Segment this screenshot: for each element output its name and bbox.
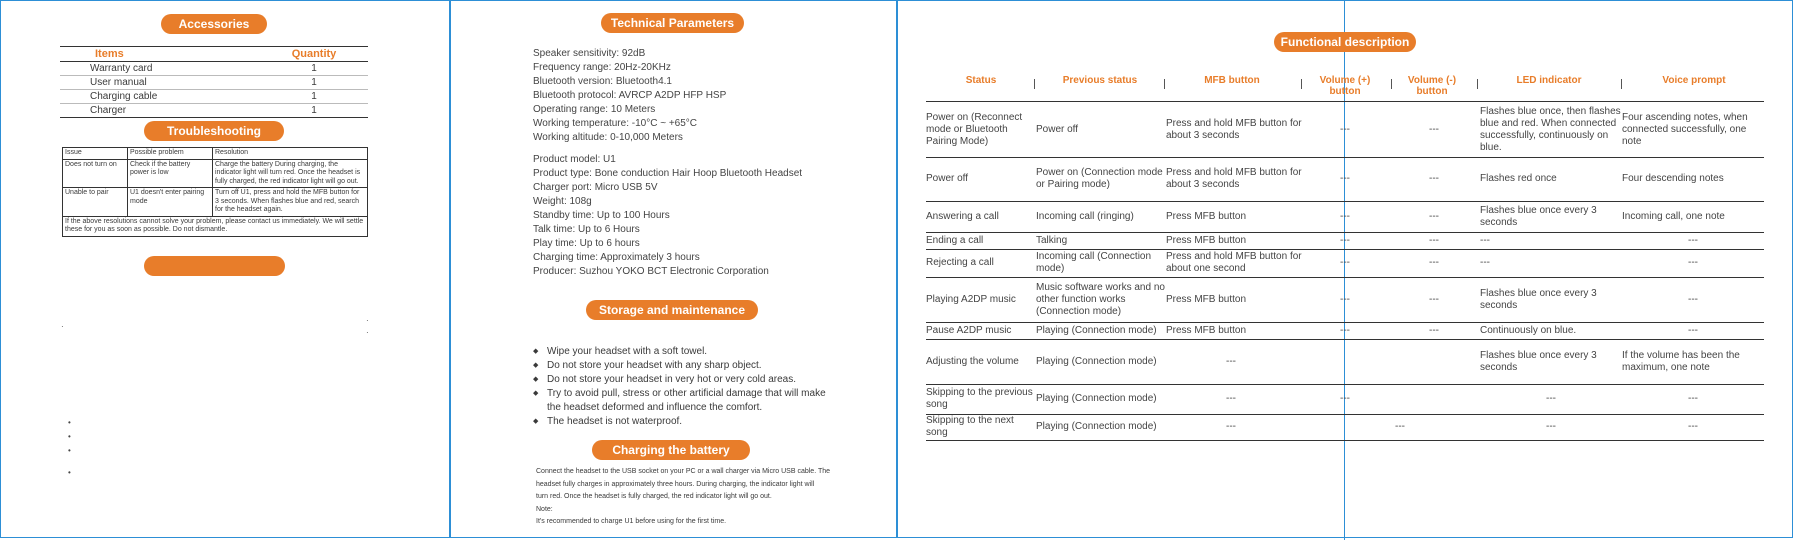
functional-cell-status: Power off	[926, 173, 969, 184]
header-separator	[1621, 79, 1622, 89]
functional-cell-vplus: ---	[1340, 293, 1350, 305]
accessory-item: Charger	[90, 105, 127, 116]
table-row	[926, 277, 1764, 323]
functional-cell-mfb: Press MFB button	[1166, 293, 1247, 305]
charging-title: Charging the battery	[592, 440, 750, 460]
table-row	[926, 384, 1764, 415]
accessory-item: Charging cable	[90, 91, 158, 102]
functional-cell-voice: ---	[1688, 234, 1698, 246]
table-row	[60, 62, 368, 76]
list-item: ◆ Wipe your headset with a soft towel.	[533, 345, 833, 359]
table-row	[60, 76, 368, 90]
charging-line: Note:	[536, 505, 553, 513]
functional-cell-status: Adjusting the volume	[926, 355, 1019, 367]
bullet-mark: •	[68, 432, 71, 441]
header-separator	[1391, 79, 1392, 89]
header-separator	[1477, 79, 1478, 89]
functional-cell-vplus: ---	[1340, 210, 1350, 222]
functional-cell-vminus	[1384, 384, 1484, 414]
functional-cell-vminus: ---	[1429, 293, 1439, 305]
scan-mark: ·	[366, 316, 369, 325]
ts-header-issue: Issue	[63, 148, 128, 160]
table-row	[60, 104, 368, 118]
table-row	[63, 188, 368, 217]
ts-header-resolution: Resolution	[213, 148, 368, 160]
accessories-header-items: Items	[95, 48, 124, 60]
tech-line: Working temperature: -10°C ~ +65°C	[533, 118, 697, 129]
functional-header-status: Status	[965, 75, 997, 86]
table-row	[926, 322, 1764, 340]
functional-cell-status: Power on (Reconnect mode or Bluetooth Pairing Mode)	[926, 111, 1023, 147]
functional-cell-status: Pause A2DP music	[926, 324, 1012, 336]
tech-line: Standby time: Up to 100 Hours	[533, 210, 670, 221]
tech-title: Technical Parameters	[601, 13, 744, 33]
functional-cell-led: Flashes red once	[1480, 173, 1557, 184]
functional-cell-vplus: ---	[1340, 123, 1350, 135]
header-separator	[1301, 79, 1302, 89]
tech-line: Play time: Up to 6 hours	[533, 238, 640, 249]
charging-line: headset fully charges in approximately three hours. During charging, the indicator light will	[536, 480, 815, 488]
tech-line: Talk time: Up to 6 Hours	[533, 224, 640, 235]
functional-cell-led: Flashes blue once every 3 seconds	[1480, 349, 1597, 373]
functional-cell-prev: Power off	[1036, 123, 1079, 135]
accessories-title: Accessories	[161, 14, 267, 34]
functional-cell-prev: Playing (Connection mode)	[1036, 324, 1157, 336]
functional-cell-prev: Music software works and no other function works (Connection mode)	[1036, 281, 1165, 317]
functional-cell-vminus: ---	[1429, 210, 1439, 222]
charging-text	[536, 466, 846, 529]
functional-cell-vplus: ---	[1340, 324, 1350, 336]
functional-cell-led: Flashes blue once, then flashes blue and red. When connected successfully, continuously on blue.	[1480, 105, 1621, 153]
functional-cell-led: ---	[1546, 393, 1556, 404]
functional-cell-vplus	[1328, 339, 1362, 384]
functional-cell-status: Skipping to the next song	[926, 415, 1014, 438]
tech-line: Frequency range: 20Hz-20KHz	[533, 62, 671, 73]
functional-cell-prev: Playing (Connection mode)	[1036, 421, 1157, 432]
list-item: ◆ The headset is not waterproof.	[533, 415, 833, 429]
functional-cell-voice: ---	[1688, 421, 1698, 432]
ts-problem: Check if the battery power is low	[128, 159, 213, 188]
functional-cell-mfb: Press and hold MFB button for about 3 seconds	[1166, 117, 1302, 141]
charging-line: It's recommended to charge U1 before using for the first time.	[536, 518, 727, 525]
functional-cell-voice: ---	[1688, 324, 1698, 336]
functional-cell-vplus: ---	[1340, 393, 1350, 404]
tech-line: Speaker sensitivity: 92dB	[533, 48, 646, 59]
functional-cell-voice: ---	[1688, 293, 1698, 305]
functional-cell-status: Playing A2DP music	[926, 293, 1016, 305]
list-item: ◆ Do not store your headset in very hot or very cold areas.	[533, 373, 833, 387]
functional-cell-status: Answering a call	[926, 210, 999, 222]
accessory-qty: 1	[311, 63, 317, 74]
functional-cell-mfb: Press MFB button	[1166, 234, 1247, 246]
table-row	[63, 148, 368, 160]
accessory-qty: 1	[311, 105, 317, 116]
bullet-mark: •	[68, 418, 71, 427]
accessory-qty: 1	[311, 91, 317, 102]
charging-line: turn red. Once the headset is fully charged, the red indicator light will go out.	[536, 493, 772, 500]
table-row	[60, 90, 368, 104]
functional-cell-vminus: ---	[1429, 173, 1439, 184]
bullet-mark: •	[68, 468, 71, 477]
functional-cell-prev: Incoming call (Connection mode)	[1036, 251, 1152, 274]
functional-cell-vminus: ---	[1429, 123, 1439, 135]
table-row	[926, 339, 1764, 385]
functional-cell-prev: Playing (Connection mode)	[1036, 355, 1157, 367]
functional-cell-vminus: ---	[1429, 234, 1439, 246]
functional-cell-voice: Incoming call, one note	[1622, 210, 1725, 222]
functional-cell-led: Continuously on blue.	[1480, 324, 1577, 336]
functional-title: Functional description	[1274, 32, 1416, 52]
functional-cell-mfb: Press and hold MFB button for about 3 seconds	[1166, 167, 1302, 190]
tech-line: Producer: Suzhou YOKO BCT Electronic Corporation	[533, 266, 769, 277]
functional-cell-status: Skipping to the previous song	[926, 387, 1033, 410]
functional-header-vplus: Volume (+) button	[1319, 75, 1371, 97]
table-row	[63, 216, 368, 236]
tech-line: Bluetooth version: Bluetooth4.1	[533, 76, 672, 87]
troubleshooting-title: Troubleshooting	[144, 121, 284, 141]
functional-cell-mfb: Press and hold MFB button for about one second	[1166, 251, 1302, 274]
functional-cell-vminus: ---	[1429, 324, 1439, 336]
ts-issue: Does not turn on	[63, 159, 128, 188]
functional-cell-led: ---	[1480, 234, 1490, 246]
bullet-mark: •	[68, 446, 71, 455]
functional-cell-led: ---	[1480, 257, 1490, 268]
functional-cell-prev: Power on (Connection mode or Pairing mode)	[1036, 167, 1163, 190]
storage-list	[533, 345, 833, 429]
functional-header-prev: Previous status	[1062, 75, 1138, 86]
functional-cell-mfb: ---	[1226, 421, 1236, 432]
accessory-item: Warranty card	[90, 63, 153, 74]
functional-cell-led: Flashes blue once every 3 seconds	[1480, 287, 1597, 311]
functional-cell-prev: Talking	[1036, 234, 1068, 246]
ts-note: If the above resolutions cannot solve your problem, please contact us immediately. We will settle these for you as soon as possible. Do not dismantle.	[63, 216, 368, 236]
functional-cell-mfb: Press MFB button	[1166, 210, 1247, 222]
tech-line: Weight: 108g	[533, 196, 592, 207]
functional-cell-mfb: ---	[1226, 393, 1236, 404]
tech-line: Charger port: Micro USB 5V	[533, 182, 658, 193]
functional-cell-voice: ---	[1688, 257, 1698, 268]
table-row	[926, 232, 1764, 250]
tech-parameters	[533, 47, 802, 279]
accessories-header-quantity: Quantity	[291, 48, 337, 60]
accessory-item: User manual	[90, 77, 147, 88]
table-row	[926, 102, 1764, 158]
troubleshooting-table	[62, 147, 368, 237]
header-separator	[1034, 79, 1035, 89]
tech-line: Bluetooth protocol: AVRCP A2DP HFP HSP	[533, 90, 727, 101]
functional-cell-vplus: ---	[1340, 173, 1350, 184]
functional-header-mfb: MFB button	[1204, 75, 1260, 86]
functional-cell-prev: Playing (Connection mode)	[1036, 393, 1157, 404]
ts-header-problem: Possible problem	[128, 148, 213, 160]
functional-header-vminus: Volume (-) button	[1407, 75, 1457, 97]
tech-line: Charging time: Approximately 3 hours	[533, 252, 700, 263]
accessory-qty: 1	[311, 77, 317, 88]
functional-header-voice: Voice prompt	[1662, 75, 1726, 86]
ts-resolution: Turn off U1, press and hold the MFB button for 3 seconds. When flashes blue and red, search for the headset again.	[213, 188, 368, 217]
list-item: ◆ Do not store your headset with any sharp object.	[533, 359, 833, 373]
functional-cell-status: Ending a call	[926, 234, 984, 246]
table-row	[63, 159, 368, 188]
functional-cell-voice: Four descending notes	[1622, 173, 1724, 184]
tech-line: Operating range: 10 Meters	[533, 104, 656, 115]
functional-cell-vminus: ---	[1395, 421, 1405, 432]
ts-issue: Unable to pair	[63, 188, 128, 217]
header-separator	[1164, 79, 1165, 89]
tech-line: Working altitude: 0-10,000 Meters	[533, 132, 683, 143]
list-item: ◆ Try to avoid pull, stress or other artificial damage that will make the headset deformed and influence the comfort.	[533, 387, 833, 415]
functional-cell-led: ---	[1546, 421, 1556, 432]
functional-cell-vminus	[1384, 339, 1484, 384]
functional-cell-voice: ---	[1688, 393, 1698, 404]
functional-cell-vminus: ---	[1429, 257, 1439, 268]
functional-cell-mfb: ---	[1226, 355, 1236, 367]
table-row	[926, 249, 1764, 278]
functional-cell-prev: Incoming call (ringing)	[1036, 210, 1134, 222]
functional-cell-status: Rejecting a call	[926, 257, 994, 268]
table-row	[926, 414, 1764, 441]
blank-orange-pill	[144, 256, 285, 276]
functional-cell-led: Flashes blue once every 3 seconds	[1480, 204, 1597, 228]
functional-cell-voice: Four ascending notes, when connected successfully, one note	[1622, 111, 1748, 147]
functional-cell-vplus: ---	[1340, 234, 1350, 246]
tech-line: Product type: Bone conduction Hair Hoop Bluetooth Headset	[533, 168, 803, 179]
functional-cell-mfb: Press MFB button	[1166, 324, 1247, 336]
tech-line: Product model: U1	[533, 154, 616, 165]
functional-header-led: LED indicator	[1516, 75, 1582, 86]
storage-title: Storage and maintenance	[586, 300, 758, 320]
table-row	[926, 157, 1764, 202]
functional-cell-voice: If the volume has been the maximum, one note	[1622, 349, 1740, 373]
ts-problem: U1 doesn't enter pairing mode	[128, 188, 213, 217]
accessories-table	[60, 46, 368, 118]
table-row	[926, 201, 1764, 233]
functional-cell-vplus: ---	[1340, 257, 1350, 268]
charging-line: Connect the headset to the USB socket on your PC or a wall charger via Micro USB cable. The	[536, 468, 831, 475]
scan-mark: ·	[366, 328, 369, 337]
ts-resolution: Charge the battery During charging, the indicator light will turn red. Once the headset is fully charged, the red indicator light will go out.	[213, 159, 368, 188]
scan-mark: ·	[61, 322, 64, 331]
